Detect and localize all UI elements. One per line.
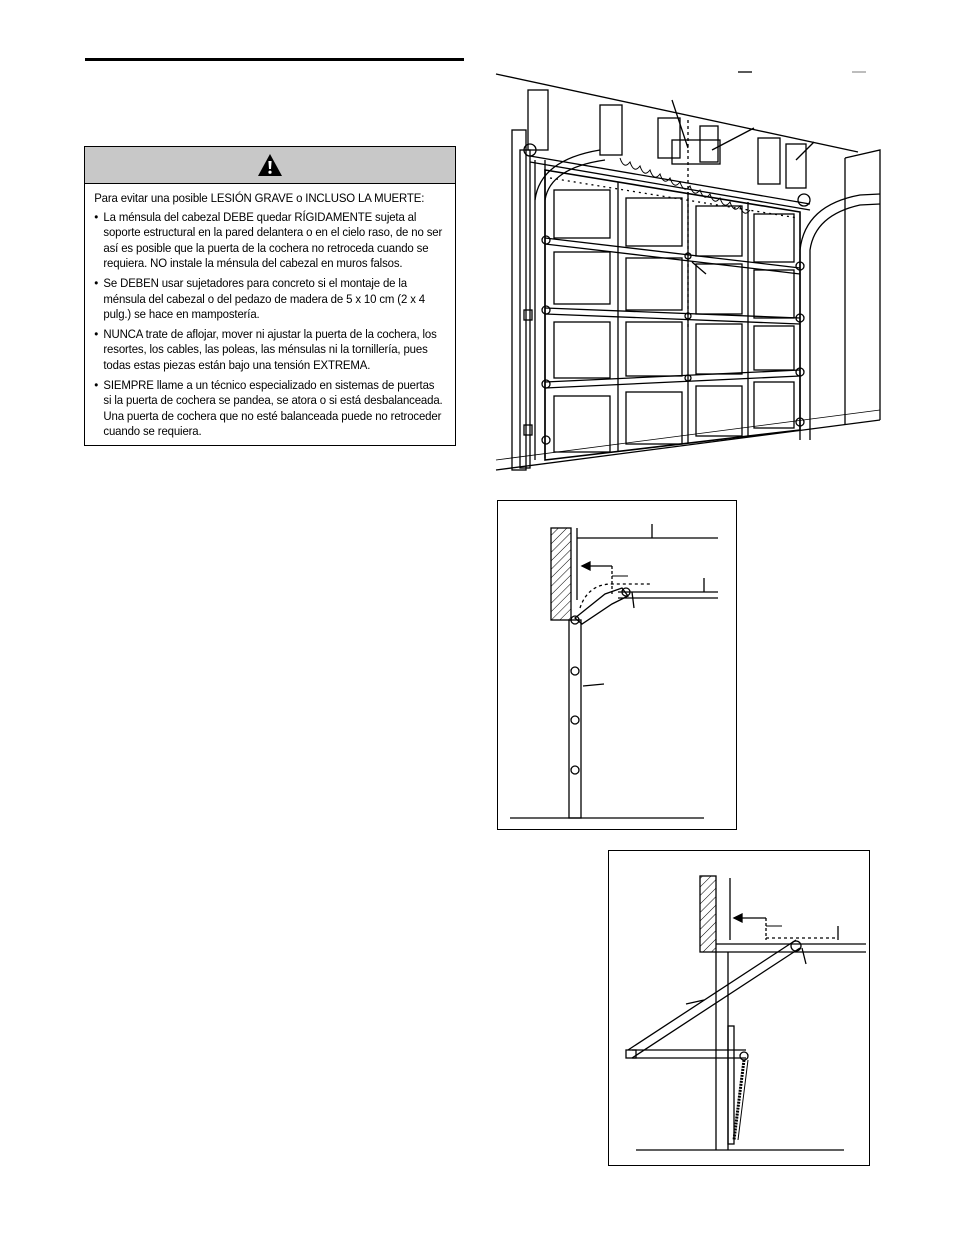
top-rule — [85, 58, 464, 61]
warning-item: • SIEMPRE llame a un técnico especializado en sistemas de puertas si la puerta de cochera se pandea, se atora o si está desbalanceada. Una puerta de cochera que no esté balanceada puede no retroceder cuando se requiera. — [94, 378, 444, 440]
warning-body — [85, 184, 453, 440]
warning-intro: Para evitar una posible LESIÓN GRAVE o INCLUSO LA MUERTE: — [94, 191, 425, 205]
warning-item: • NUNCA trate de aflojar, mover ni ajustar la puerta de la cochera, los resortes, los cables, las poleas, las ménsulas ni la tornillería, pues todas estas piezas están bajo una tensión EXTREMA. — [94, 327, 444, 374]
garage-door-illustration — [490, 60, 890, 480]
side-view-arm-illustration — [608, 850, 870, 1166]
warning-list — [94, 210, 444, 440]
warning-item: • Se DEBEN usar sujetadores para concreto si el montaje de la ménsula del cabezal o del pedazo de madera de 5 x 10 cm (2 x 4 pulg.) se hace en mampostería. — [94, 276, 444, 323]
warning-triangle-icon — [257, 153, 283, 177]
warning-box — [84, 146, 456, 446]
warning-item: • La ménsula del cabezal DEBE quedar RÍGIDAMENTE sujeta al soporte estructural en la pared delantera o en el cielo raso, de no ser así es posible que la puerta de la cochera no retroceda cuando se requiera. NO instale la ménsula del cabezal en muros falsos. — [94, 210, 444, 272]
side-view-closed-illustration — [497, 500, 737, 830]
warning-header — [85, 147, 455, 184]
